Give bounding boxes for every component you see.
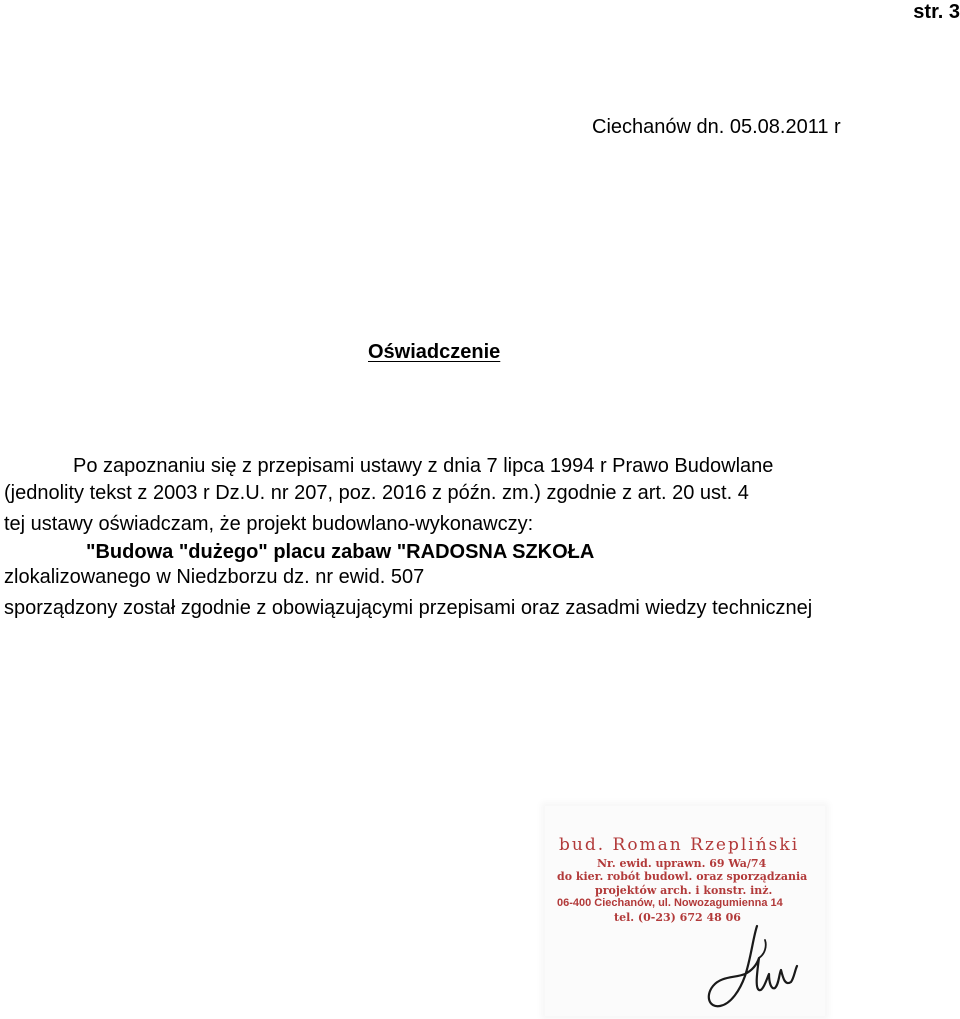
stamp-license: Nr. ewid. uprawn. 69 Wa/74 xyxy=(597,857,767,870)
stamp-name: bud. Roman Rzepliński xyxy=(559,835,800,855)
signature-icon xyxy=(695,918,805,1013)
document-title: Oświadczenie xyxy=(368,341,501,363)
stamp-scope-line: do kier. robót budowl. oraz sporządzania xyxy=(557,870,808,883)
body-line: sporządzony został zgodnie z obowiązującymi przepisami oraz zasadmi wiedzy technicznej xyxy=(4,597,813,619)
page-number: str. 3 xyxy=(913,1,960,23)
official-stamp xyxy=(545,806,825,1016)
date-line: Ciechanów dn. 05.08.2011 r xyxy=(592,116,841,138)
stamp-phone: tel. (0-23) 672 48 06 xyxy=(614,911,741,924)
stamp-scope-line: projektów arch. i konstr. inż. xyxy=(595,884,773,897)
body-line: Po zapoznaniu się z przepisami ustawy z dnia 7 lipca 1994 r Prawo Budowlane xyxy=(73,455,774,477)
project-name-line: "Budowa "dużego" placu zabaw "RADOSNA SZKOŁA xyxy=(86,541,595,563)
body-line: (jednolity tekst z 2003 r Dz.U. nr 207, poz. 2016 z późn. zm.) zgodnie z art. 20 ust. 4 xyxy=(4,482,749,504)
body-line: zlokalizowanego w Niedzborzu dz. nr ewid. 507 xyxy=(4,566,425,588)
body-line: tej ustawy oświadczam, że projekt budowlano-wykonawczy: xyxy=(4,513,534,535)
stamp-address: 06-400 Ciechanów, ul. Nowozagumienna 14 xyxy=(557,897,783,909)
